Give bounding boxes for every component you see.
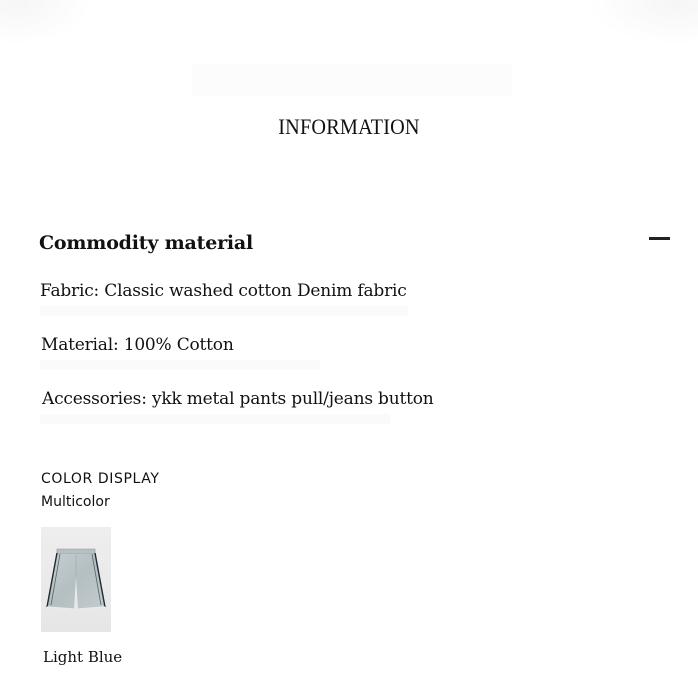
color-display-label: COLOR DISPLAY [41, 471, 160, 487]
denim-shorts-image [41, 527, 111, 632]
collapse-minus-icon[interactable] [649, 237, 670, 240]
decorative-band [40, 306, 408, 316]
spec-material: Material: 100% Cotton [41, 335, 234, 355]
decorative-band [40, 360, 320, 370]
page-title: INFORMATION [278, 114, 420, 139]
background-haze [588, 0, 698, 45]
background-haze [0, 0, 90, 45]
color-display-value: Multicolor [41, 494, 110, 510]
color-swatch-light-blue[interactable] [41, 527, 111, 632]
section-heading: Commodity material [39, 232, 254, 254]
decorative-band [40, 414, 390, 424]
swatch-label: Light Blue [43, 648, 123, 666]
spec-accessories: Accessories: ykk metal pants pull/jeans button [42, 389, 434, 409]
decorative-band [192, 64, 512, 96]
spec-fabric: Fabric: Classic washed cotton Denim fabric [40, 281, 407, 301]
